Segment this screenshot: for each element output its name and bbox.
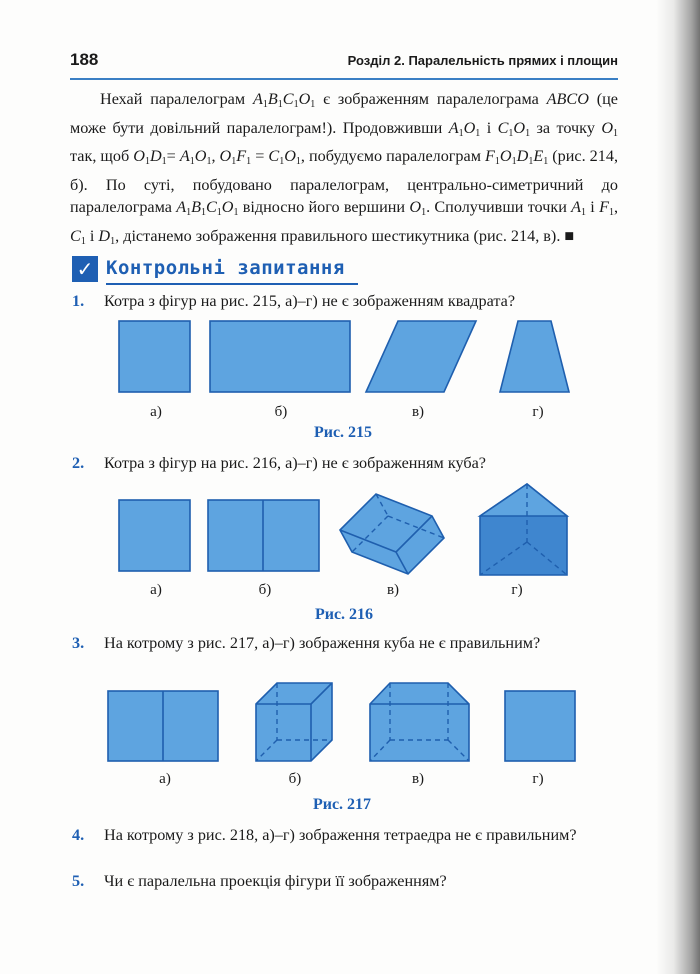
fig217-caption: Рис. 217 (312, 796, 372, 813)
fig215-rectangle (210, 321, 350, 392)
fig217-two-squares (108, 691, 218, 761)
fig217-label-a: а) (159, 771, 171, 787)
fig215-label-b: б) (274, 404, 288, 420)
fig216-prism (480, 484, 567, 575)
fig216-caption: Рис. 216 (314, 606, 374, 623)
header-rule (70, 78, 618, 80)
fig216-cube-tilted (340, 494, 444, 574)
fig217-label-c: в) (411, 771, 425, 787)
fig215-caption: Рис. 215 (313, 424, 373, 441)
figure-216 (0, 480, 700, 580)
question-text: На котрому з рис. 218, а)–г) зображення тетраедра не є правильним? (104, 826, 577, 844)
question-number: 3. (72, 634, 85, 652)
question-text: Котра з фігур на рис. 216, а)–г) не є зображенням куба? (104, 454, 486, 472)
fig217-label-d: г) (532, 771, 544, 787)
questions-heading (72, 256, 372, 286)
question-number: 2. (72, 454, 85, 472)
questions-heading-text: Контрольні запитання (106, 257, 345, 279)
body-paragraph: Нехай паралелограм $A_1B_1C_1O_1$ є зображенням паралелограма ABCO (це може бути довільний паралелограм!). Продовживши $A_1O_1$ і $C_1O_1$ за точку $O_1$ так, щоб $O_1D_1= A_1O_1$, $O_1F_1 = C_1O_1$, побудуємо паралелограм $F_1O_1D_1E_1$ (рис. 214, б). По суті, побудовано паралелограм, центрально-симетричний до паралелограма $A_1B_1C_1O_1$ відносно його вершини $O_1$. Сполучивши точки $A_1$ і $F_1$, $C_1$ і $D_1$, дістанемо зображення правильного шестикутника (рис. 214, в). ■ (70, 90, 619, 247)
fig216-square (119, 500, 190, 571)
page-number: 188 (70, 50, 99, 69)
fig217-cube-frontal (370, 683, 469, 761)
fig216-two-squares (208, 500, 319, 571)
question-2 (72, 452, 617, 475)
question-number: 1. (72, 292, 85, 310)
fig215-label-c: в) (411, 404, 425, 420)
fig215-trapezoid (500, 321, 569, 392)
question-text: На котрому з рис. 217, а)–г) зображення куба не є правильним? (104, 634, 541, 652)
question-3 (72, 632, 617, 655)
question-number: 4. (72, 826, 85, 844)
heading-underline (106, 283, 358, 285)
question-4 (72, 824, 617, 847)
figure-217 (0, 680, 700, 770)
question-1 (72, 290, 617, 313)
fig215-label-a: а) (150, 404, 162, 420)
fig215-label-d: г) (532, 404, 544, 420)
fig217-cube-cavalier (256, 683, 332, 761)
question-text: Чи є паралельна проекція фігури її зображенням? (104, 872, 447, 890)
fig215-square (119, 321, 190, 392)
checkmark-icon: ✓ (72, 256, 98, 282)
fig216-label-d: г) (511, 582, 523, 598)
question-text: Котра з фігур на рис. 215, а)–г) не є зображенням квадрата? (104, 292, 516, 310)
fig216-label-a: а) (150, 582, 162, 598)
fig215-parallelogram (366, 321, 476, 392)
question-5 (72, 870, 617, 893)
fig216-label-c: в) (386, 582, 400, 598)
fig216-label-b: б) (258, 582, 272, 598)
fig217-square (505, 691, 575, 761)
section-title: Розділ 2. Паралельність прямих і площин (347, 53, 618, 68)
figure-215 (0, 318, 700, 403)
question-number: 5. (72, 872, 85, 890)
fig217-label-b: б) (288, 771, 302, 787)
page-header (70, 50, 618, 76)
